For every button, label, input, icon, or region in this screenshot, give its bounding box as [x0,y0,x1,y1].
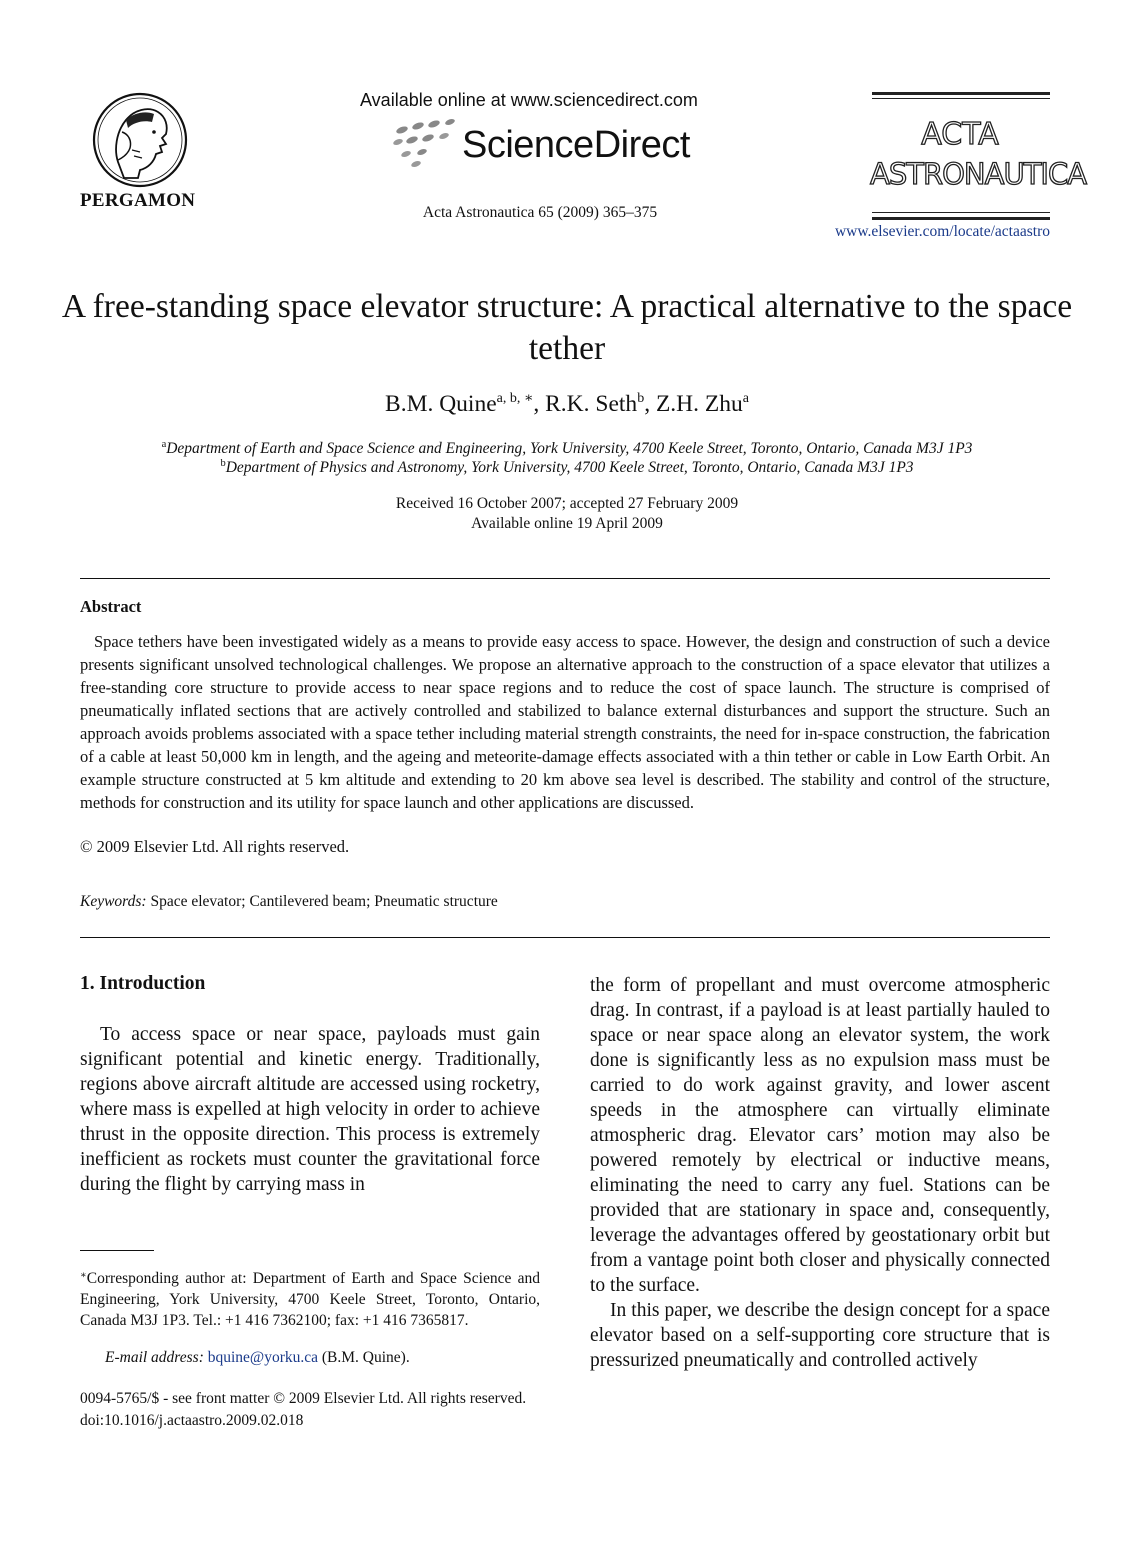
keywords-label: Keywords: [80,893,147,910]
journal-reference: Acta Astronautica 65 (2009) 365–375 [422,204,658,221]
sciencedirect-logo [390,118,710,174]
divider [80,937,1050,938]
keywords-text: Space elevator; Cantilevered beam; Pneumatic structure [150,893,498,910]
sciencedirect-dots-icon [390,118,460,170]
journal-logo [870,92,1087,222]
journal-logo-line2: ASTRONAUTICA [870,157,1087,191]
affiliation-text: Department of Physics and Astronomy, York University, 4700 Keele Street, Toronto, Ontario, Canada M3J 1P3 [225,459,914,476]
received-date: Received 16 October 2007; accepted 27 February 2009 [395,495,739,512]
email-label: E-mail address: [105,1349,204,1366]
intro-paragraph-left: To access space or near space, payloads must gain significant potential and kinetic energy. Traditionally, regions above aircraft altitude are accessed using rocketry, where mass is expelled at high velocity in order to achieve thrust in the opposite direction. This process is extremely inefficient as rockets must counter the gravitational force during the flight by carrying mass in [80,1024,540,1195]
publisher-logo [80,92,205,212]
affiliation-text: Department of Earth and Space Science and Engineering, York University, 4700 Keele Street, Toronto, Ontario, Canada M3J 1P3 [166,440,973,457]
sciencedirect-wordmark: ScienceDirect [462,124,690,166]
author-affiliation-marker: b [637,391,645,406]
keywords [80,893,498,911]
abstract-copyright: © 2009 Elsevier Ltd. All rights reserved. [80,837,350,856]
doi-line: doi:10.1016/j.actaastro.2009.02.018 [80,1412,304,1429]
paper-title: A free-standing space elevator structure: A practical alternative to the space tether [61,288,1073,367]
journal-logo-line1: ACTA [921,117,999,152]
author-name: R.K. Seth [545,391,638,417]
footnote-rule [80,1250,154,1251]
intro-paragraph-right-2: In this paper, we describe the design concept for a space elevator based on a self-supporting core structure that is pressurized pneumatically and controlled actively [590,1300,1050,1371]
email-link[interactable]: bquine@yorku.ca [207,1349,319,1366]
email-footnote [105,1349,410,1367]
affiliation-a [60,439,1074,458]
footnote-text: Corresponding author at: Department of Earth and Space Science and Engineering, York University, 4700 Keele Street, Toronto, Ontario, Canada M3J 1P3. Tel.: +1 416 7362100; fax: +1 416 7365817. [80,1270,540,1329]
available-date: Available online 19 April 2009 [471,515,663,532]
affiliation-b [60,458,1074,477]
intro-paragraph-right-1: the form of propellant and must overcome atmospheric drag. In contrast, if a payload is at least partially hauled to space or near space along an elevator system, the work done is significantly less as no expulsion mass must be carried to do work against gravity, and lower ascent speeds in the atmosphere can virtually eliminate atmospheric drag. Elevator cars’ motion may also be powered remotely by electrical or inductive means, eliminating the need to carry any fuel. Stations can be provided that are stationary in space and, consequently, leverage the advantages offered by geostationary orbit but from a vantage point both closer and physically connected to the surface. [590,975,1050,1296]
available-online-text: Available online at www.sciencedirect.com [360,90,698,110]
front-matter-line: 0094-5765/$ - see front matter © 2009 Elsevier Ltd. All rights reserved. [80,1390,527,1407]
abstract-heading: Abstract [80,597,142,616]
pergamon-emblem-icon [88,92,192,188]
author-name: Z.H. Zhu [655,391,743,417]
affiliation-marker: a [161,439,167,450]
affiliation-marker: b [220,458,226,469]
journal-url-link[interactable]: www.elsevier.com/locate/actaastro [834,223,1050,240]
publisher-name: PERGAMON [80,190,196,211]
author-list: B.M. Quine$^{a, b, ∗}$, R.K. Seth$^b$, Z.H. Zhu$^a$ [385,391,749,417]
author-name: B.M. Quine [385,391,497,417]
author-affiliation-marker: a, b, ∗ [496,391,534,406]
section-heading: 1. Introduction [80,973,206,994]
footnote-marker: ∗ [80,1270,87,1281]
email-owner: (B.M. Quine). [321,1349,410,1366]
corresponding-author-footnote [80,1265,540,1331]
divider [80,578,1050,579]
author-affiliation-marker: a [742,391,749,406]
abstract-body: Space tethers have been investigated widely as a means to provide easy access to space. However, the design and construction of such a device presents significant unsolved technological challenges. We propose an alternative approach to the construction of a space elevator that utilizes a free-standing core structure to provide access to near space regions and to reduce the cost of space launch. The structure is comprised of pneumatically inflated sections that are actively controlled and stabilized to balance external disturbances and support the structure. Such an approach avoids problems associated with a space tether including material strength constraints, the need for in-space construction, the fabrication of a cable at least 50,000 km in length, and the ageing and meteorite-damage effects associated with a thin tether or cable in Low Earth Orbit. An example structure constructed at 5 km altitude and extending to 20 km above sea level is described. The stability and control of the structure, methods for construction and its utility for space launch and other applications are discussed. [80,632,1050,812]
